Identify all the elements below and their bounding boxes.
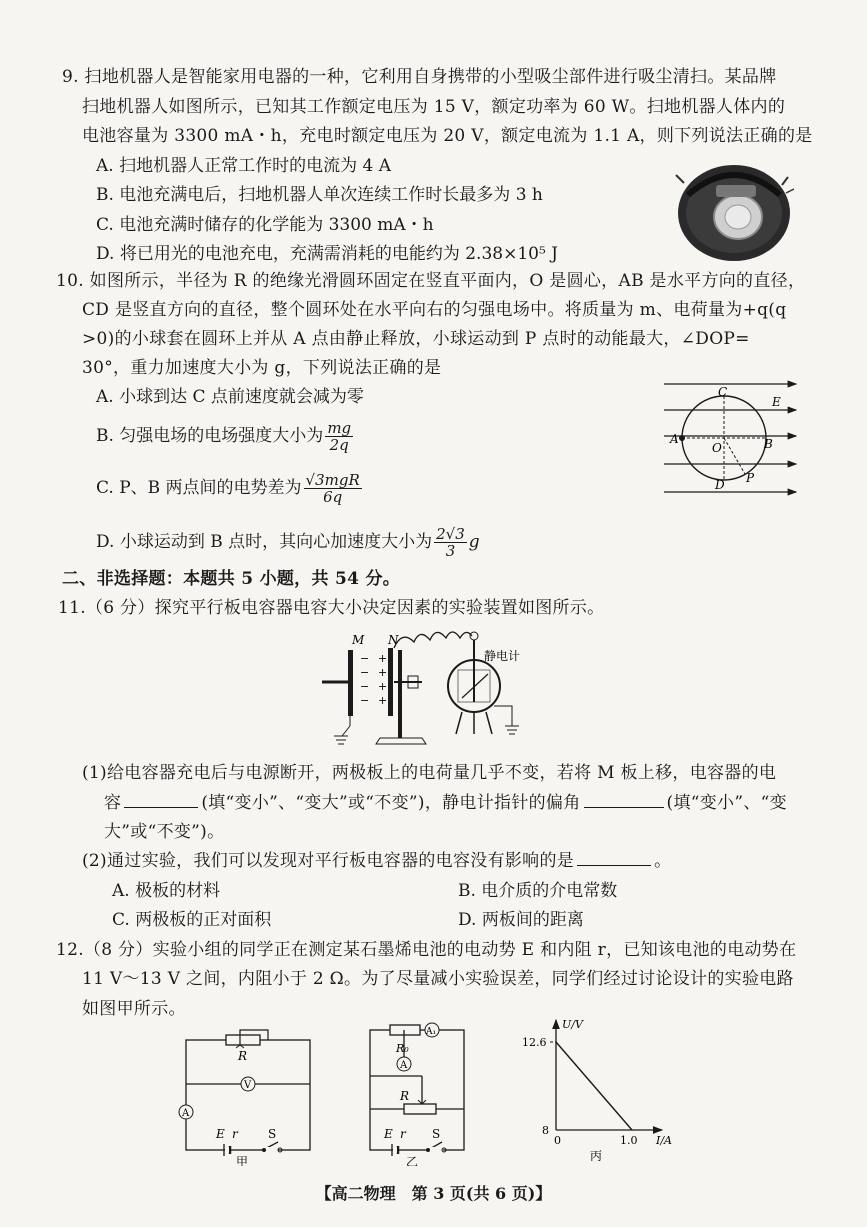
q9-option-b: B. 电池充满电后，扫地机器人单次连续工作时长最多为 3 h: [96, 185, 543, 205]
jia-caption: 甲: [236, 1155, 249, 1166]
fig-label-p: P: [746, 471, 755, 485]
q9-option-a: A. 扫地机器人正常工作时的电流为 4 A: [96, 156, 391, 176]
q12-line3: 如图甲所示。: [82, 999, 186, 1019]
q11-blank-2[interactable]: [584, 793, 664, 808]
page-footer: 【高二物理 第 3 页(共 6 页)】: [315, 1184, 552, 1203]
bing-caption: 丙: [590, 1149, 603, 1163]
q11-p2-text: (2)通过实验，我们可以发现对平行板电容器的电容没有影响的是: [82, 851, 575, 871]
q11-blank-1[interactable]: [124, 793, 198, 808]
fig-minus-3: −: [360, 680, 370, 693]
capacitor-electroscope-figure: [322, 626, 538, 750]
fig-minus-4: −: [360, 694, 370, 707]
ring-field-figure: [660, 372, 802, 502]
q9-option-c: C. 电池充满时储存的化学能为 3300 mA・h: [96, 215, 434, 235]
q10-line2: CD 是竖直方向的直径，整个圆环处在水平向右的匀强电场中。将质量为 m、电荷量为+q(q: [82, 300, 787, 320]
q10-option-d: [96, 526, 480, 559]
q10-line3: >0)的小球套在圆环上并从 A 点由静止释放，小球运动到 P 点时的动能最大，∠DOP=: [82, 329, 750, 349]
yi-label-a: A: [400, 1060, 408, 1071]
q11-p2-end: 。: [654, 851, 672, 871]
fig-plus-3: +: [378, 680, 388, 693]
q10-line1: 10. 如图所示，半径为 R 的绝缘光滑圆环固定在竖直平面内，O 是圆心，AB 是水平方向的直径，: [56, 271, 806, 291]
fig-label-b: B: [764, 437, 773, 451]
q10-option-c-text: C. P、B 两点间的电势差为: [96, 478, 302, 498]
q11-option-b: B. 电介质的介电常数: [458, 881, 618, 901]
fig-label-a: A: [670, 432, 679, 446]
q10-option-b-denominator: 2q: [329, 436, 349, 454]
q10-option-d-text: D. 小球运动到 B 点时，其向心加速度大小为: [96, 532, 433, 552]
q9-line1: 9. 扫地机器人是智能家用电器的一种，它利用自身携带的小型吸尘部件进行吸尘清扫。某品牌: [62, 67, 777, 87]
u-i-series-line: [556, 1042, 632, 1130]
jia-label-e: E: [216, 1127, 225, 1141]
q11-p1-line3: 大”或“不变”)。: [104, 822, 225, 842]
fig-label-electroscope: 静电计: [484, 649, 521, 663]
yi-label-r: R: [400, 1089, 410, 1103]
fig-label-e: E: [772, 395, 781, 409]
q10-option-b-text: B. 匀强电场的电场强度大小为: [96, 426, 324, 446]
fig-plus-2: +: [378, 666, 388, 679]
q10-option-b-numerator: mg: [327, 419, 352, 437]
x-tick-origin: 0: [554, 1134, 561, 1147]
q10-option-d-numerator: 2√3: [436, 525, 465, 543]
q11-p2-line1: [82, 850, 671, 872]
fig-plus-4: +: [378, 694, 388, 707]
q10-option-d-g: g: [468, 532, 480, 552]
fig-label-o: O: [712, 441, 722, 455]
yi-label-s: S: [432, 1127, 441, 1141]
q10-option-d-denominator: 3: [445, 542, 456, 560]
q10-option-c-numerator: √3mgR: [305, 471, 360, 489]
q10-option-b: [96, 420, 355, 453]
robot-vacuum-image: [668, 155, 800, 263]
fig-label-m: M: [352, 633, 365, 647]
q9-line3: 电池容量为 3300 mA・h，充电时额定电压为 20 V，额定电流为 1.1 A，则下列说法正确的是: [82, 126, 813, 146]
q11-p1-line2-start: 容: [104, 793, 122, 813]
q11-p1-line2-mid: (填“变小”、“变大”或“不变”)，静电计指针的偏角: [201, 793, 581, 813]
yi-caption: 乙: [406, 1155, 419, 1166]
x-axis-label: I/A: [656, 1134, 672, 1147]
q12-line2: 11 V～13 V 之间，内阻小于 2 Ω。为了尽量减小实验误差，同学们经过讨论设计的实验电路: [82, 969, 794, 989]
yi-label-r-internal: r: [400, 1127, 406, 1141]
q11-option-d: D. 两板间的距离: [458, 910, 584, 930]
circuit-yi-figure: [362, 1020, 472, 1166]
jia-label-v: V: [244, 1080, 252, 1091]
fig-label-d: D: [715, 478, 725, 492]
fig-minus-2: −: [360, 666, 370, 679]
q10-option-c: [96, 472, 364, 505]
q10-option-a: A. 小球到达 C 点前速度就会减为零: [96, 387, 364, 407]
jia-label-s: S: [268, 1127, 277, 1141]
yi-label-e: E: [384, 1127, 393, 1141]
q10-line4: 30°，重力加速度大小为 g，下列说法正确的是: [82, 358, 442, 378]
q12-line1: 12.（8 分）实验小组的同学正在测定某石墨烯电池的电动势 E 和内阻 r，已知该电池的电动势在: [56, 940, 797, 960]
yi-label-r0: R₀: [396, 1042, 409, 1055]
section-2-heading: 二、非选择题：本题共 5 小题，共 54 分。: [62, 569, 401, 589]
q11-option-c: C. 两极板的正对面积: [112, 910, 272, 930]
x-tick-end: 1.0: [620, 1134, 638, 1147]
q11-blank-3[interactable]: [577, 851, 651, 866]
jia-label-r: R: [238, 1049, 248, 1063]
q9-line2: 扫地机器人如图所示，已知其工作额定电压为 15 V，额定功率为 60 W。扫地机器人体内的: [82, 97, 786, 117]
q11-p1-line1: (1)给电容器充电后与电源断开，两极板上的电荷量几乎不变，若将 M 板上移，电容器的电: [82, 763, 777, 783]
q10-option-c-denominator: 6q: [323, 488, 343, 506]
fig-plus-1: +: [378, 652, 388, 665]
u-i-graph: [516, 1014, 680, 1166]
q11-p1-line2-end: (填“变小”、“变: [666, 793, 787, 813]
jia-label-r-internal: r: [232, 1127, 238, 1141]
jia-label-a: A: [182, 1108, 190, 1119]
fig-minus-1: −: [360, 652, 370, 665]
q11-p1-line2: [104, 792, 787, 814]
fig-label-n: N: [388, 633, 399, 647]
yi-label-a1: A₁: [426, 1027, 437, 1037]
circuit-jia-figure: [168, 1026, 318, 1166]
y-axis-label: U/V: [562, 1018, 583, 1031]
q11-line1: 11.（6 分）探究平行板电容器电容大小决定因素的实验装置如图所示。: [58, 598, 605, 618]
y-tick-top: 12.6: [522, 1036, 547, 1049]
q11-option-a: A. 极板的材料: [112, 881, 221, 901]
q9-option-d: D. 将已用光的电池充电，充满需消耗的电能约为 2.38×10⁵ J: [96, 244, 558, 264]
fig-label-c: C: [718, 385, 728, 399]
y-tick-bottom: 8: [542, 1124, 549, 1137]
